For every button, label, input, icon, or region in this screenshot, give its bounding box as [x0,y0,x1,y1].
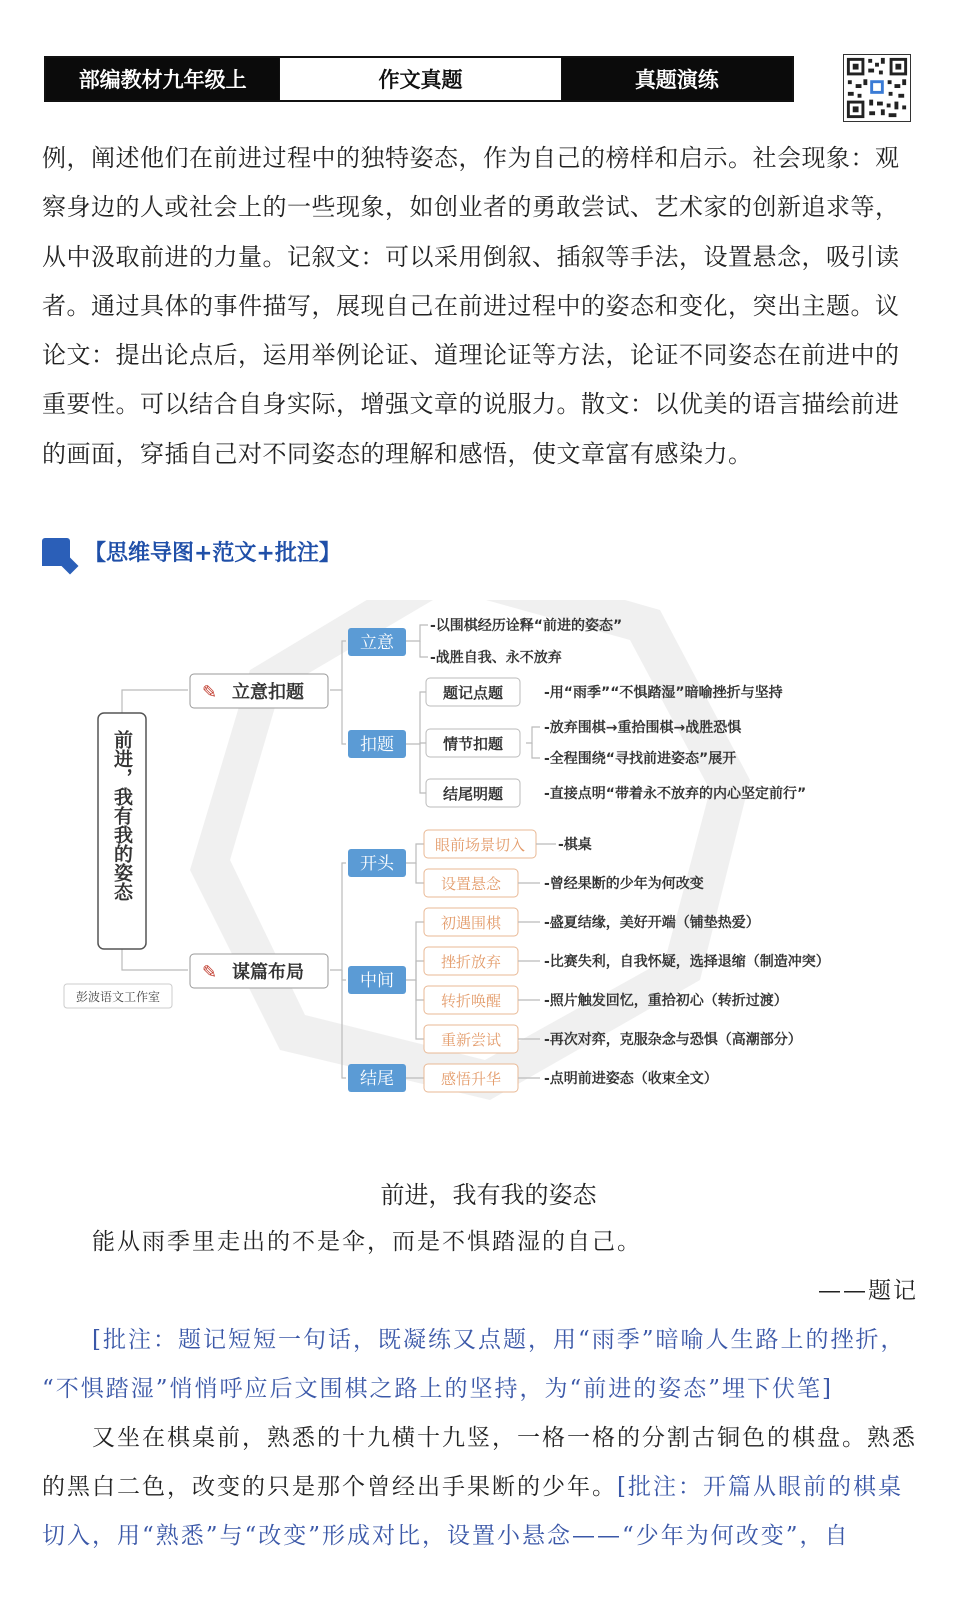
header-section-label: 作文真题 [279,58,561,100]
epigraph-signature: ——题记 [818,1278,918,1304]
header-practice-label: 真题演练 [562,58,792,100]
zhongjian-leaf: -盛夏结缘，美好开端（铺垫热爱） [544,915,760,931]
mindmap-root: 前进，我有我的姿态 [111,730,133,901]
intro-line: 论文：提出论点后，运用举例论证、道理论证等方法，论证不同姿态在前进中的 [42,341,900,370]
pencil-icon: ✎ [202,682,218,703]
kaitou-node: 设置悬念 [440,875,502,893]
epigraph: 能从雨季里走出的不是伞，而是不惧踏湿的自己。 [92,1229,642,1255]
kouti-leaf: -用“雨季”“不惧踏湿”暗喻挫折与坚持 [544,685,783,701]
liyi-leaf: -战胜自我、永不放弃 [430,650,562,666]
tag-jiewei: 结尾 [360,1069,394,1089]
kouti-leaf: -放弃围棋→重拾围棋→战胜恐惧 [544,720,742,736]
intro-line: 重要性。可以结合自身实际，增强文章的说服力。散文：以优美的语言描绘前进 [42,390,900,419]
pencil-icon: ✎ [202,962,218,983]
kouti-node: 结尾明题 [442,785,504,803]
kouti-leaf: -直接点明“带着永不放弃的内心坚定前行” [544,786,807,802]
section-title: 【思维导图+范文+批注】 [84,541,341,566]
section-heading [42,536,341,567]
annotation-line: “不惧踏湿”悄悄呼应后文围棋之路上的坚持，为“前进的姿态”埋下伏笔] [42,1376,834,1402]
intro-line: 从中汲取前进的力量。记叙文：可以采用倒叙、插叙等手法，设置悬念，吸引读 [42,242,900,271]
intro-line: 察身边的人或社会上的一些现象，如创业者的勇敢尝试、艺术家的创新追求等， [42,193,900,222]
branch-moupian-buju: 谋篇布局 [232,962,304,983]
jiewei-leaf: -点明前进姿态（收束全文） [544,1071,718,1087]
annotation-line: 切入，用“熟悉”与“改变”形成对比，设置小悬念——“少年为何改变”，自 [42,1523,850,1549]
branch-liyi-koutiti: 立意扣题 [232,682,304,703]
mind-map [60,600,920,1130]
header-grade-label: 部编教材九年级上 [46,58,279,100]
annotation-text: [批注：开篇从眼前的棋桌 [617,1474,903,1500]
intro-line: 者。通过具体的事件描写，展现自己在前进过程中的姿态和变化，突出主题。议 [42,291,900,320]
kaitou-node: 眼前场景切入 [434,836,526,854]
header-bar [44,56,794,102]
body-text: 的黑白二色，改变的只是那个曾经出手果断的少年。 [42,1474,617,1500]
kouti-node: 题记点题 [442,684,504,702]
kouti-leaf: -全程围绕“寻找前进姿态”展开 [544,751,737,767]
intro-line: 的画面，穿插自己对不同姿态的理解和感悟，使文章富有感染力。 [42,439,753,468]
tag-zhongjian: 中间 [360,971,394,991]
kouti-node: 情节扣题 [442,735,504,753]
qr-code-icon [843,54,911,122]
studio-label: 彭波语文工作室 [75,990,161,1004]
zhongjian-node: 挫折放弃 [440,953,502,971]
zhongjian-node: 重新尝试 [440,1031,502,1049]
intro-paragraph [42,134,918,479]
body-line: 又坐在棋桌前，熟悉的十九横十九竖，一格一格的分割古铜色的棋盘。熟悉 [92,1425,917,1451]
tag-liyi: 立意 [360,633,394,653]
speech-bubble-icon [42,538,70,566]
kaitou-leaf: -棋桌 [558,837,592,853]
tag-kouti: 扣题 [360,735,394,755]
zhongjian-leaf: -比赛失利，自我怀疑，选择退缩（制造冲突） [544,954,830,970]
jiewei-node: 感悟升华 [440,1070,502,1088]
zhongjian-node: 转折唤醒 [440,992,502,1010]
body-line [42,1463,918,1512]
intro-line: 例，阐述他们在前进过程中的独特姿态，作为自己的榜样和启示。社会现象：观 [42,144,900,172]
zhongjian-node: 初遇围棋 [440,914,502,932]
kaitou-leaf: -曾经果断的少年为何改变 [544,876,704,892]
essay-title: 前进，我有我的姿态 [380,1181,597,1209]
annotation-line: [批注：题记短短一句话，既凝练又点题，用“雨季”暗喻人生路上的挫折， [92,1327,906,1353]
liyi-leaf: -以围棋经历诠释“前进的姿态” [430,618,623,634]
zhongjian-leaf: -照片触发回忆，重拾初心（转折过渡） [544,993,788,1009]
tag-kaitou: 开头 [360,854,394,874]
zhongjian-leaf: -再次对弈，克服杂念与恐惧（高潮部分） [544,1032,802,1048]
